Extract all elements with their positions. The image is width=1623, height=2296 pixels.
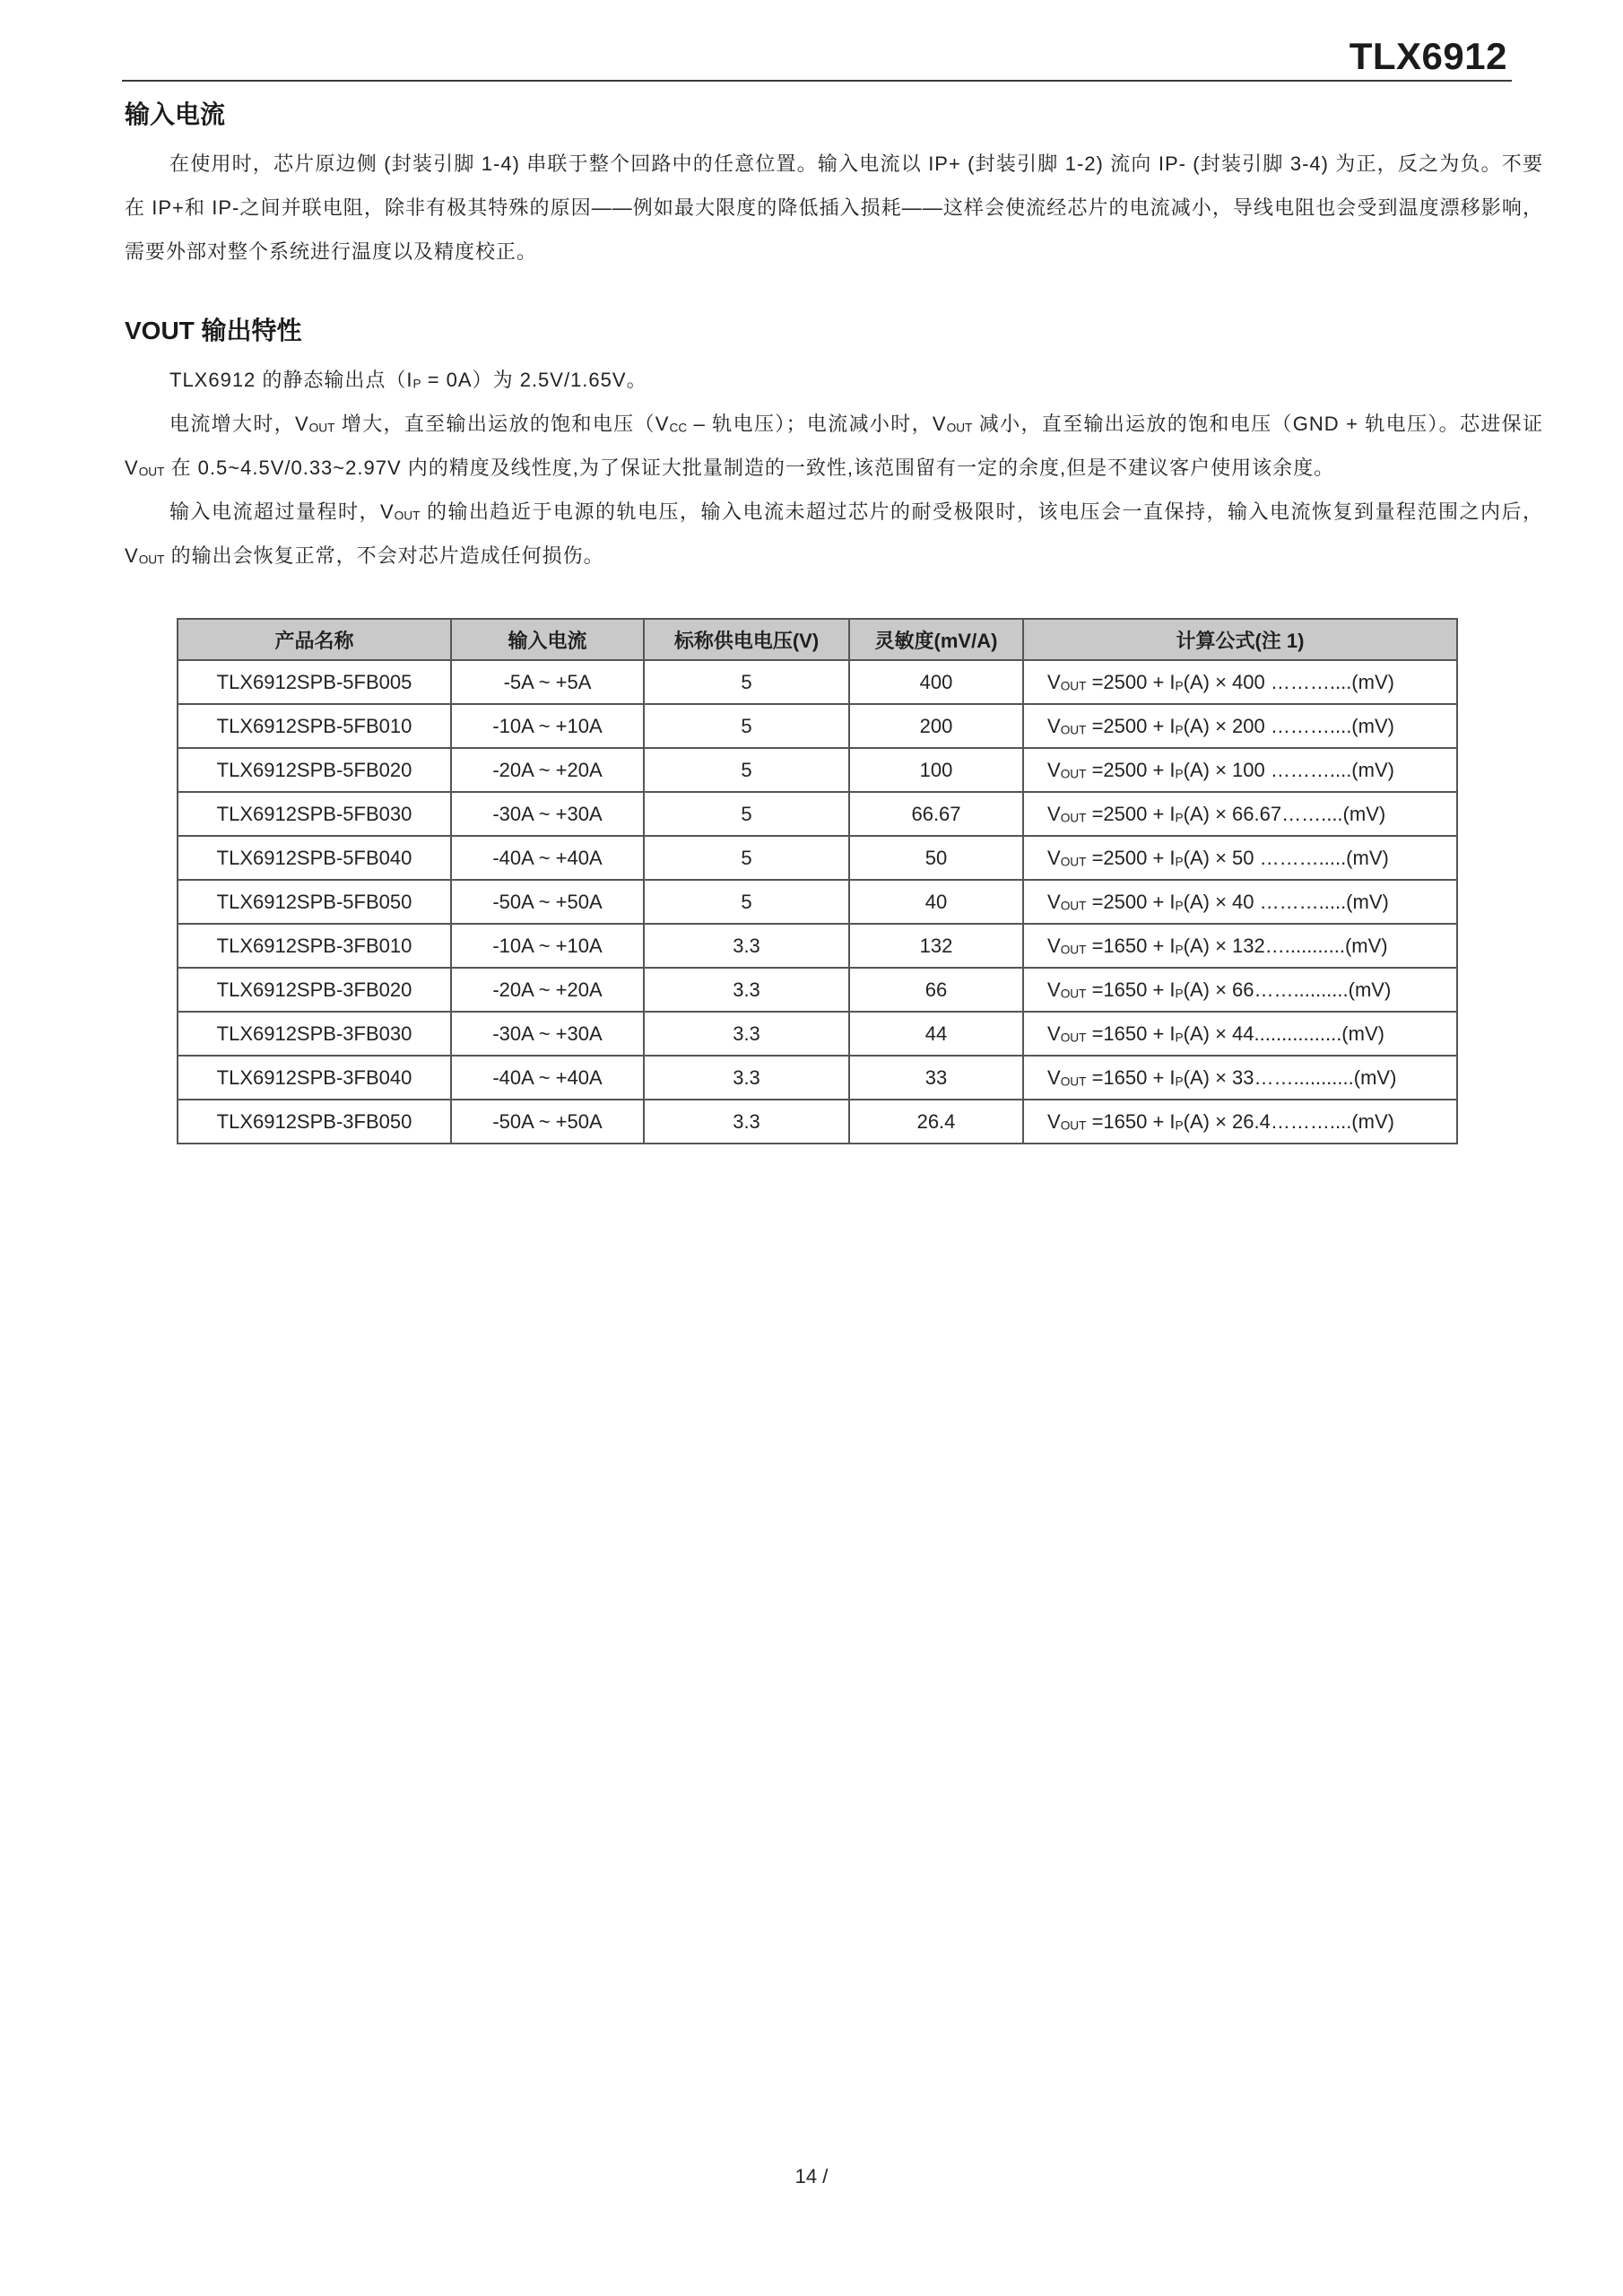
subscript: OUT <box>1060 811 1087 825</box>
cell-supply-voltage: 3.3 <box>644 924 849 968</box>
page-number: 14 / <box>794 2165 829 2187</box>
text-run: 电流增大时，V <box>169 413 309 435</box>
text-run: =1650 + I <box>1086 1109 1176 1133</box>
text-run: =2500 + I <box>1086 846 1176 869</box>
text-run: (A) × 50 ……….....(mV) <box>1183 846 1389 869</box>
cell-input-current: -10A ~ +10A <box>451 704 644 748</box>
text-run: V <box>1047 978 1061 1001</box>
text-run: (A) × 132…...........(mV) <box>1183 934 1388 957</box>
subscript: OUT <box>308 421 335 435</box>
table-row <box>178 968 1457 1012</box>
text-run: (A) × 66.67……....(mV) <box>1183 802 1386 825</box>
text-run: TLX6912 的静态输出点（I <box>169 369 413 391</box>
subscript: OUT <box>1060 987 1087 1001</box>
subscript: OUT <box>138 552 165 567</box>
subscript: P <box>1175 987 1184 1001</box>
text-run: V <box>1047 1109 1061 1133</box>
cell-sensitivity: 40 <box>849 880 1023 924</box>
cell-supply-voltage: 5 <box>644 748 849 792</box>
section-heading-input-current: 输入电流 <box>125 100 226 128</box>
subscript: OUT <box>1060 679 1087 693</box>
subscript: OUT <box>394 509 421 523</box>
cell-sensitivity: 44 <box>849 1012 1023 1056</box>
text-run: 的输出会恢复正常，不会对芯片造成任何损伤。 <box>164 544 604 567</box>
text-run: (A) × 40 ……….....(mV) <box>1183 890 1389 913</box>
subscript: P <box>1175 723 1184 737</box>
table-row <box>178 836 1457 880</box>
cell-supply-voltage: 3.3 <box>644 968 849 1012</box>
text-run: =1650 + I <box>1086 1065 1176 1089</box>
column-header-supply-voltage: 标称供电电压(V) <box>644 619 849 660</box>
cell-product-name: TLX6912SPB-5FB030 <box>178 792 451 836</box>
text-run: (A) × 66……..........(mV) <box>1183 978 1392 1001</box>
text-run: (A) × 44................(mV) <box>1183 1022 1384 1045</box>
table-row <box>178 792 1457 836</box>
product-spec-table <box>177 618 1458 1144</box>
subscript: OUT <box>1060 1118 1087 1133</box>
cell-supply-voltage: 5 <box>644 792 849 836</box>
cell-formula <box>1023 836 1457 880</box>
text-run: 输入电流超过量程时，V <box>169 500 395 523</box>
table-row <box>178 704 1457 748</box>
cell-formula <box>1023 748 1457 792</box>
subscript: OUT <box>1060 943 1087 957</box>
cell-sensitivity: 200 <box>849 704 1023 748</box>
section-input-current <box>125 97 1543 274</box>
text-run: 增大，直至输出运放的饱和电压（V <box>334 413 670 435</box>
text-run: V <box>1047 802 1061 825</box>
cell-formula <box>1023 968 1457 1012</box>
paragraph-quiescent-output <box>125 358 1543 402</box>
cell-input-current: -40A ~ +40A <box>451 836 644 880</box>
cell-product-name: TLX6912SPB-5FB050 <box>178 880 451 924</box>
cell-sensitivity: 132 <box>849 924 1023 968</box>
cell-supply-voltage: 5 <box>644 836 849 880</box>
table-body <box>178 660 1457 1144</box>
table-row <box>178 924 1457 968</box>
cell-input-current: -10A ~ +10A <box>451 924 644 968</box>
cell-product-name: TLX6912SPB-5FB040 <box>178 836 451 880</box>
cell-sensitivity: 100 <box>849 748 1023 792</box>
table-row <box>178 1056 1457 1100</box>
text-run: 的输出趋近于电源的轨电压，输入电流未超过芯片的耐受极限时，该电压会一直保持，输入电流恢复到量程范围之内后，V <box>125 500 1543 567</box>
table-row <box>178 880 1457 924</box>
cell-sensitivity: 66 <box>849 968 1023 1012</box>
cell-product-name: TLX6912SPB-3FB050 <box>178 1100 451 1144</box>
page-content <box>125 97 1543 1144</box>
cell-product-name: TLX6912SPB-5FB005 <box>178 660 451 704</box>
text-run: – 轨电压）；电流减小时，V <box>687 413 947 435</box>
cell-input-current: -5A ~ +5A <box>451 660 644 704</box>
subscript: OUT <box>946 421 973 435</box>
text-run: =2500 + I <box>1086 802 1176 825</box>
cell-input-current: -20A ~ +20A <box>451 968 644 1012</box>
text-run: V <box>1047 934 1061 957</box>
subscript: P <box>1175 855 1184 869</box>
table-row <box>178 1100 1457 1144</box>
cell-input-current: -40A ~ +40A <box>451 1056 644 1100</box>
cell-sensitivity: 66.67 <box>849 792 1023 836</box>
table-header-row <box>178 619 1457 660</box>
paragraph-output-range <box>125 402 1543 490</box>
text-run: =2500 + I <box>1086 714 1176 737</box>
text-run: =2500 + I <box>1086 670 1176 693</box>
text-run: (A) × 400 ………....(mV) <box>1183 670 1394 693</box>
text-run: V <box>1047 670 1061 693</box>
subscript: P <box>1175 1031 1184 1045</box>
cell-input-current: -20A ~ +20A <box>451 748 644 792</box>
table-header <box>178 619 1457 660</box>
section-heading-vout: VOUT 输出特性 <box>125 317 302 344</box>
cell-product-name: TLX6912SPB-3FB010 <box>178 924 451 968</box>
text-run: =2500 + I <box>1086 758 1176 781</box>
text-run: V <box>1047 890 1061 913</box>
cell-formula <box>1023 1056 1457 1100</box>
column-header-product-name: 产品名称 <box>178 619 451 660</box>
cell-formula <box>1023 1012 1457 1056</box>
subscript: OUT <box>1060 767 1087 781</box>
cell-formula <box>1023 704 1457 748</box>
text-run: (A) × 33……...........(mV) <box>1183 1065 1397 1089</box>
cell-supply-voltage: 5 <box>644 704 849 748</box>
cell-formula <box>1023 660 1457 704</box>
column-header-input-current: 输入电流 <box>451 619 644 660</box>
text-run: V <box>1047 714 1061 737</box>
text-run: (A) × 26.4………....(mV) <box>1183 1109 1394 1133</box>
subscript: P <box>1175 1074 1184 1089</box>
subscript: OUT <box>138 465 165 479</box>
subscript: P <box>1175 943 1184 957</box>
subscript: P <box>1175 1118 1184 1133</box>
cell-input-current: -50A ~ +50A <box>451 880 644 924</box>
cell-supply-voltage: 5 <box>644 880 849 924</box>
cell-supply-voltage: 5 <box>644 660 849 704</box>
column-header-sensitivity: 灵敏度(mV/A) <box>849 619 1023 660</box>
text-run: V <box>1047 758 1061 781</box>
text-run: =1650 + I <box>1086 1022 1176 1045</box>
cell-sensitivity: 26.4 <box>849 1100 1023 1144</box>
text-run: V <box>1047 1022 1061 1045</box>
cell-sensitivity: 50 <box>849 836 1023 880</box>
paragraph-input-current: 在使用时，芯片原边侧 (封装引脚 1-4) 串联于整个回路中的任意位置。输入电流以 IP+ (封装引脚 1-2) 流向 IP- (封装引脚 3-4) 为正，反之为负。不要在 IP+和 IP-之间并联电阻，除非有极其特殊的原因——例如最大限度的降低插入损耗——这样会使流经芯片的电流减小，导线电阻也会受到温度漂移影响，需要外部对整个系统进行温度以及精度校正。 <box>125 152 1543 263</box>
text-run: (A) × 100 ………....(mV) <box>1183 758 1394 781</box>
cell-supply-voltage: 3.3 <box>644 1012 849 1056</box>
cell-sensitivity: 400 <box>849 660 1023 704</box>
column-header-formula: 计算公式(注 1) <box>1023 619 1457 660</box>
cell-input-current: -30A ~ +30A <box>451 1012 644 1056</box>
subscript: OUT <box>1060 1031 1087 1045</box>
cell-product-name: TLX6912SPB-5FB020 <box>178 748 451 792</box>
text-run: V <box>1047 1065 1061 1089</box>
document-title: TLX6912 <box>1349 35 1507 77</box>
table-row <box>178 1012 1457 1056</box>
subscript: OUT <box>1060 1074 1087 1089</box>
subscript: OUT <box>1060 855 1087 869</box>
text-run: =1650 + I <box>1086 978 1176 1001</box>
subscript: P <box>1175 679 1184 693</box>
table-row <box>178 660 1457 704</box>
text-run: =1650 + I <box>1086 934 1176 957</box>
paragraph-overrange <box>125 490 1543 578</box>
text-run: 减小，直至输出运放的饱和电压（GND + 轨电压）。芯进保证 V <box>125 413 1543 479</box>
section-vout <box>125 313 1543 578</box>
subscript: P <box>1175 899 1184 913</box>
cell-supply-voltage: 3.3 <box>644 1100 849 1144</box>
cell-product-name: TLX6912SPB-5FB010 <box>178 704 451 748</box>
subscript: OUT <box>1060 723 1087 737</box>
cell-product-name: TLX6912SPB-3FB040 <box>178 1056 451 1100</box>
cell-input-current: -50A ~ +50A <box>451 1100 644 1144</box>
subscript: CC <box>669 421 688 435</box>
cell-sensitivity: 33 <box>849 1056 1023 1100</box>
cell-input-current: -30A ~ +30A <box>451 792 644 836</box>
text-run: = 0A）为 2.5V/1.65V。 <box>421 369 647 391</box>
subscript: P <box>1175 767 1184 781</box>
table-row <box>178 748 1457 792</box>
cell-formula <box>1023 880 1457 924</box>
subscript: P <box>1175 811 1184 825</box>
header-rule <box>122 80 1512 82</box>
text-run: (A) × 200 ………....(mV) <box>1183 714 1394 737</box>
cell-formula <box>1023 792 1457 836</box>
cell-product-name: TLX6912SPB-3FB030 <box>178 1012 451 1056</box>
subscript: OUT <box>1060 899 1087 913</box>
subscript: P <box>412 377 421 391</box>
cell-formula <box>1023 1100 1457 1144</box>
cell-supply-voltage: 3.3 <box>644 1056 849 1100</box>
text-run: V <box>1047 846 1061 869</box>
text-run: 在 0.5~4.5V/0.33~2.97V 内的精度及线性度,为了保证大批量制造的一致性,该范围留有一定的余度,但是不建议客户使用该余度。 <box>164 457 1335 479</box>
cell-product-name: TLX6912SPB-3FB020 <box>178 968 451 1012</box>
cell-formula <box>1023 924 1457 968</box>
text-run: =2500 + I <box>1086 890 1176 913</box>
